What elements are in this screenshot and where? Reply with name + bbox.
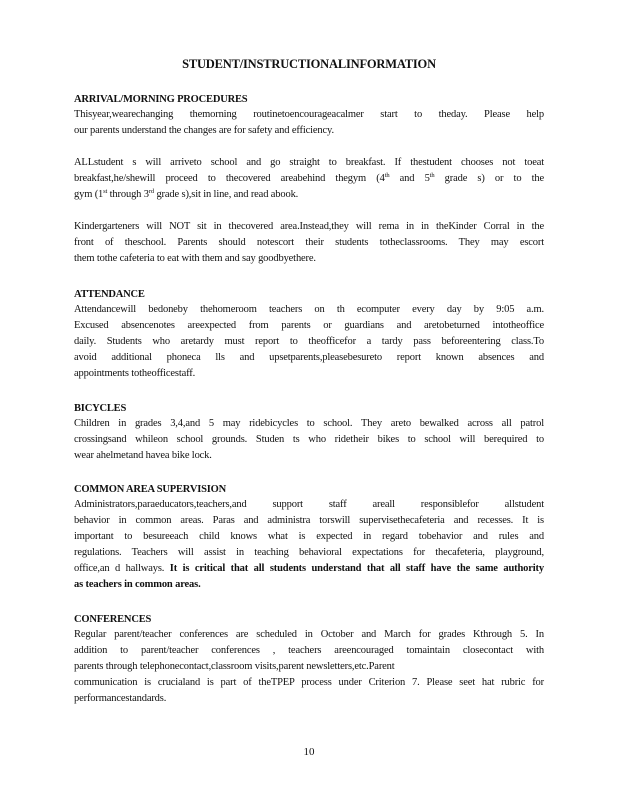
attendance-line-4: avoid additional phoneca lls and upsetparents,pleasebesureto report known absences and [74,352,544,363]
arrival-p2-line-3 [74,187,544,203]
bicycles-line-2: crossingsand whileon school grounds. Studen ts who ridetheir bikes to school will berequired to [74,434,544,445]
arrival-p3-line-1: Kindergarteners will NOT sit in thecovered area.Instead,they will rema in in theKinder Corral in the [74,221,544,232]
attendance-line-3: daily. Students who aretardy must report to theofficefor a tardy pass beforeentering class.To [74,336,544,347]
attendance-line-5: appointments totheofficestaff. [74,368,196,379]
conferences-line-5: performancestandards. [74,693,167,704]
arrival-p2-line-2 [74,171,544,187]
ordinal-suffix: st [103,188,108,195]
arrival-p2-line-2-text-c: grade s) or to the [434,173,544,184]
conferences-line-2: addition to parent/teacher conferences , teachers areencouraged tomaintain closecontact with [74,645,544,656]
bicycles-section [74,402,544,464]
arrival-p2-line-3-text-b: through 3 [107,189,149,200]
attendance-line-1: Attendancewill bedoneby thehomeroom teachers on th ecomputer every day by 9:05 a.m. [74,304,544,315]
arrival-section [74,93,544,267]
attendance-heading: ATTENDANCE [74,289,145,300]
arrival-heading: ARRIVAL/MORNING PROCEDURES [74,94,248,105]
supervision-section [74,483,544,593]
supervision-line-2: behavior in common areas. Paras and administra torswill supervisethecafeteria and recesses. It is [74,515,544,526]
conferences-line-3: parents through telephonecontact,classroom visits,parent newsletters,etc.Parent [74,661,395,672]
arrival-p2-line-3-text-a: gym (1 [74,189,104,200]
arrival-p1-line-1: Thisyear,wearechanging themorning routinetoencourageacalmer start to theday. Please help [74,109,544,120]
bicycles-line-1: Children in grades 3,4,and 5 may ridebicycles to school. They areto bewalked across all patrol [74,418,544,429]
attendance-line-2: Excused absencenotes areexpected from parents or guardians and aretobeturned intotheoffice [74,320,544,331]
bicycles-line-3: wear ahelmetand havea bike lock. [74,450,212,461]
ordinal-suffix: th [384,172,390,179]
supervision-line-4: regulations. Teachers will assist in teaching behavioral expectations for thecafeteria, playground, [74,547,544,558]
arrival-p2-line-3-text-c: grade s),sit in line, and read abook. [153,189,299,200]
arrival-p1-line-2: our parents understand the changes are for safety and efficiency. [74,125,334,136]
supervision-line-6: as teachers in common areas. [74,579,201,590]
arrival-p3-line-2: front of theschool. Parents should notescort their students totheclassrooms. They may escort [74,237,544,248]
arrival-p2-line-2-text-b: and 5 [389,173,430,184]
ordinal-suffix: rd [148,188,154,195]
conferences-line-1: Regular parent/teacher conferences are scheduled in October and March for grades Kthrough 5. In [74,629,544,640]
page-number: 10 [303,746,315,758]
supervision-heading: COMMON AREA SUPERVISION [74,484,226,495]
bicycles-heading: BICYCLES [74,403,127,414]
page-title: STUDENT/INSTRUCTIONALINFORMATION [182,57,436,71]
attendance-section [74,288,544,382]
arrival-p2-line-2-text-a: breakfast,he/shewill proceed to thecovered areabehind thegym (4 [74,173,385,184]
arrival-p3-line-3: them tothe cafeteria to eat with them and say goodbyethere. [74,253,316,264]
ordinal-suffix: th [429,172,435,179]
arrival-p2-line-1: ALLstudent s will arriveto school and go straight to breakfast. If thestudent chooses not toeat [74,157,544,168]
conferences-line-4: communication is crucialand is part of theTPEP process under Criterion 7. Please seet hat rubric for [74,677,544,688]
conferences-section [74,613,544,707]
conferences-heading: CONFERENCES [74,614,152,625]
supervision-emphasis: It is critical that all students understand that all staff have the same authority [169,563,544,574]
paragraph-gap [74,139,544,155]
supervision-line-3: important to besureeach child knows what is expected in regard tobehavior and rules and [74,531,544,542]
supervision-line-1: Administrators,paraeducators,teachers,and support staff areall responsiblefor allstudent [74,499,544,510]
paragraph-gap [74,203,544,219]
supervision-line-5 [74,561,544,577]
supervision-line-5-text: office,an d hallways. [74,563,170,574]
